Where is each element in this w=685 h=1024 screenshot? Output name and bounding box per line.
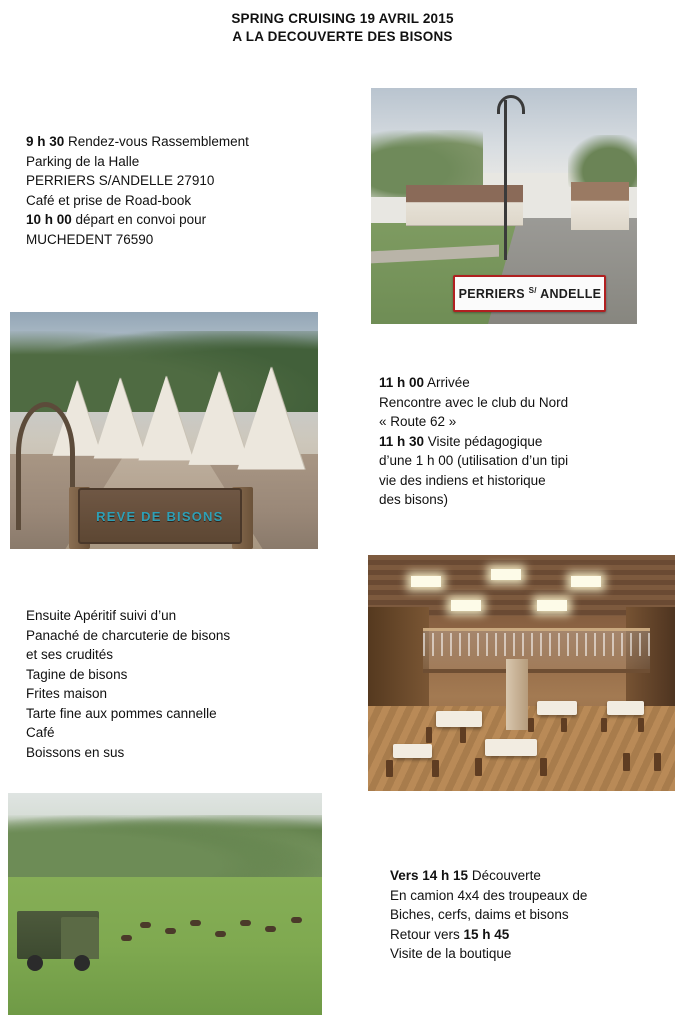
arrival-line-2: Rencontre avec le club du Nord bbox=[379, 394, 569, 410]
bison bbox=[190, 920, 201, 926]
arrival-time-2: 11 h 30 bbox=[379, 433, 425, 449]
discovery-time-1: Vers 14 h 15 bbox=[390, 868, 469, 883]
meeting-line-3: PERRIERS S/ANDELLE 27910 bbox=[26, 173, 215, 188]
bison bbox=[165, 928, 176, 934]
arrival-line-3: « Route 62 » bbox=[379, 414, 457, 429]
arrival-info-text bbox=[379, 373, 568, 510]
meeting-line-4: Café et prise de Road-book bbox=[26, 192, 192, 208]
menu-line-4: Tagine de bisons bbox=[26, 666, 128, 682]
chair bbox=[528, 718, 534, 732]
chair bbox=[638, 718, 644, 732]
menu-line-2: Panaché de charcuterie de bisons bbox=[26, 627, 231, 643]
document-title bbox=[0, 10, 685, 46]
support-pillar bbox=[506, 659, 527, 730]
chair bbox=[601, 718, 607, 732]
menu-line-3: et ses crudités bbox=[26, 647, 114, 662]
arrival-time-1: 11 h 00 bbox=[379, 375, 425, 390]
dining-table bbox=[537, 701, 577, 715]
meeting-time-1: 9 h 30 bbox=[26, 134, 65, 149]
menu-line-5: Frites maison bbox=[26, 686, 108, 701]
ceiling-light-2 bbox=[491, 569, 521, 580]
menu-line-8: Boissons en sus bbox=[26, 744, 125, 760]
menu-line-6: Tarte fine aux pommes cannelle bbox=[26, 705, 217, 721]
bison bbox=[240, 920, 251, 926]
bison bbox=[265, 926, 276, 932]
discovery-line-1: Vers 14 h 15 Découverte bbox=[390, 868, 541, 883]
chair bbox=[386, 760, 393, 777]
meeting-line-6: MUCHEDENT 76590 bbox=[26, 231, 154, 247]
menu-line-1: Ensuite Apéritif suivi d’un bbox=[26, 608, 177, 623]
tree-cluster-right bbox=[568, 135, 637, 187]
tipi-3 bbox=[139, 375, 194, 460]
menu-line-7: Café bbox=[26, 725, 55, 740]
ceiling-light-4 bbox=[451, 600, 481, 611]
reve-de-bisons-sign bbox=[78, 488, 242, 544]
dining-table bbox=[485, 739, 537, 756]
truck-wheel-rear bbox=[74, 955, 90, 971]
bison bbox=[215, 931, 226, 937]
bison-field-photo bbox=[8, 793, 322, 1015]
discovery-line-5: Visite de la boutique bbox=[390, 946, 512, 961]
restaurant-interior-photo bbox=[368, 555, 675, 791]
discovery-info-text bbox=[390, 866, 587, 964]
tipi-5 bbox=[237, 366, 304, 469]
tipi-camp-photo bbox=[10, 312, 318, 549]
chair bbox=[460, 727, 466, 743]
dining-table bbox=[607, 701, 644, 715]
street-lamp-pole bbox=[504, 100, 507, 260]
title-line-1: SPRING CRUISING 19 AVRIL 2015 bbox=[231, 11, 454, 26]
town-sign-text: PERRIERS $^{S/}$ ANDELLE bbox=[458, 286, 602, 302]
title-line-2: A LA DECOUVERTE DES BISONS bbox=[232, 29, 453, 44]
reve-de-bisons-sign-text: REVE DE BISONS bbox=[96, 508, 224, 524]
chair bbox=[540, 758, 547, 776]
chair bbox=[432, 760, 439, 777]
truck-wheel-front bbox=[27, 955, 43, 971]
meeting-line-1: 9 h 30 Rendez-vous Rassemblement bbox=[26, 134, 249, 149]
arrival-line-4: 11 h 30 Visite pédagogique bbox=[379, 433, 543, 449]
village-street-photo bbox=[371, 88, 637, 324]
discovery-line-3: Biches, cerfs, daims et bisons bbox=[390, 907, 569, 922]
meeting-line-5: 10 h 00 départ en convoi pour bbox=[26, 212, 207, 227]
arrival-line-5: d’une 1 h 00 (utilisation d’un tipi bbox=[379, 453, 569, 468]
menu-text bbox=[26, 606, 230, 762]
discovery-time-2: 15 h 45 bbox=[463, 926, 510, 942]
bison bbox=[291, 917, 302, 923]
bison bbox=[121, 935, 132, 941]
meeting-info-text bbox=[26, 132, 249, 249]
discovery-line-4: Retour vers 15 h 45 bbox=[390, 926, 510, 942]
town-name-sign bbox=[453, 275, 606, 312]
ceiling-light-1 bbox=[411, 576, 441, 587]
meeting-time-2: 10 h 00 bbox=[26, 212, 72, 227]
safari-truck-cab bbox=[61, 917, 99, 959]
forest-background bbox=[8, 815, 322, 877]
arrival-line-6: vie des indiens et historique bbox=[379, 472, 546, 488]
chair bbox=[561, 718, 567, 732]
bison bbox=[140, 922, 151, 928]
ceiling-light-5 bbox=[537, 600, 567, 611]
ceiling-light-3 bbox=[571, 576, 601, 587]
mezzanine-railing bbox=[423, 633, 650, 657]
chair bbox=[623, 753, 630, 771]
dining-table bbox=[393, 744, 433, 758]
dining-table bbox=[436, 711, 482, 728]
entrance-arch bbox=[16, 402, 75, 530]
chair bbox=[426, 727, 432, 743]
chair bbox=[654, 753, 661, 771]
arrival-line-7: des bisons) bbox=[379, 492, 449, 507]
arrival-line-1: 11 h 00 Arrivée bbox=[379, 375, 470, 390]
discovery-line-2: En camion 4x4 des troupeaux de bbox=[390, 887, 588, 903]
meeting-line-2: Parking de la Halle bbox=[26, 153, 140, 169]
chair bbox=[475, 758, 482, 776]
house-building bbox=[571, 182, 630, 229]
